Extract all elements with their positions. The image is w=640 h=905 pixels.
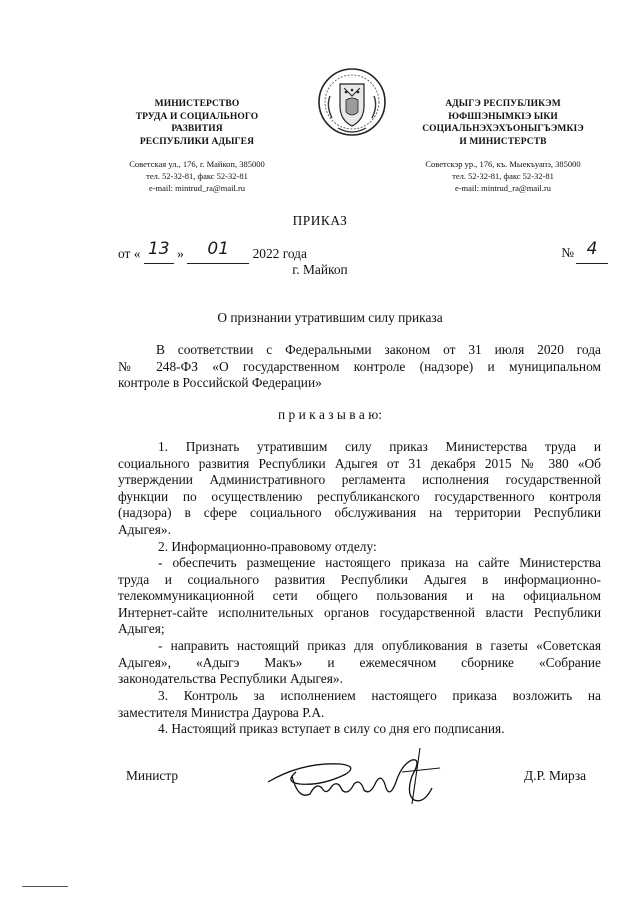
date-prefix: от « (118, 246, 141, 261)
right-address: Советскэр ур., 176, къ. Мыекъуапэ, 385000 (425, 159, 581, 169)
item-2b (118, 638, 601, 688)
city: г. Майкоп (292, 262, 348, 277)
left-org-line: РЕСПУБЛИКИ АДЫГЕЯ (139, 136, 255, 147)
left-address: Советская ул., 176, г. Майкоп, 385000 (129, 159, 265, 169)
right-header (398, 98, 608, 194)
item-2a (118, 555, 601, 638)
item-2b-line: Адыгея», «Адыгэ Макъ» и ежемесячном сборнике «Собрание (118, 654, 601, 670)
item-1-line: утверждении Административного регламента исполнения государственной (118, 472, 601, 488)
handwritten-signature (262, 742, 452, 812)
signer-name: Д.Р. Мирза (524, 768, 587, 783)
right-org-line: СОЦИАЛЬНЭХЭХЪОНЫГЪЭМКІЭ (422, 124, 584, 134)
footer-divider (22, 886, 68, 887)
order-number-prefix: № (561, 245, 574, 260)
item-2b-line: законодательства Республики Адыгея». (118, 671, 343, 687)
item-3-line: 3. Контроль за исполнением настоящего приказа возложить на (158, 688, 601, 703)
right-org-line: И МИНИСТЕРСТВ (459, 136, 547, 147)
coat-of-arms-emblem (316, 66, 388, 142)
item-2a-line: телекоммуникационной сети общего пользования и на официальном (118, 588, 601, 604)
item-3-line: заместителя Министра Даурова Р.А. (118, 704, 325, 720)
date-month: 01 (207, 239, 230, 259)
item-2: 2. Информационно-правовому отделу: (158, 539, 377, 554)
item-1-line: социального развития Республики Адыгея от 31 декабря 2015 № 380 «Об (118, 455, 601, 471)
right-phone: тел. 52-32-81, факс 52-32-81 (452, 171, 554, 181)
coat-of-arms-icon (316, 66, 388, 142)
right-email: e-mail: mintrud_ra@mail.ru (454, 183, 552, 193)
order-word: п р и к а з ы в а ю: (278, 407, 382, 422)
signature-icon (262, 742, 452, 812)
right-org-line: АДЫГЭ РЕСПУБЛИКЭМ (445, 99, 561, 109)
preamble-line: В соответствии с Федеральными законом от 31 июля 2020 года (156, 342, 601, 357)
signer-position: Министр (126, 768, 179, 783)
left-org-line: МИНИСТЕРСТВО (154, 99, 240, 109)
item-1-line: (надзора) в сфере социального обслуживания на территории Республики (118, 505, 601, 521)
item-2b-line: - направить настоящий приказ для опубликования в газеты «Советская (158, 638, 601, 653)
left-org-line: ТРУДА И СОЦИАЛЬНОГО (135, 111, 259, 122)
left-org-line: РАЗВИТИЯ (171, 124, 223, 134)
item-1 (118, 439, 601, 539)
item-1-line: функции по осуществлению республиканского государственного контроля (118, 488, 601, 504)
date-day: 13 (147, 239, 170, 259)
preamble-line: контроле в Российской Федерации» (118, 375, 322, 391)
document-title: ПРИКАЗ (292, 213, 348, 228)
date-mid: » (177, 246, 184, 261)
item-1-line: 1. Признать утратившим силу приказ Министерства труда и (158, 439, 601, 454)
item-2a-line: труда и социального развития Республики Адыгея в информационно- (118, 571, 601, 587)
item-2a-line: - обеспечить размещение настоящего приказа на сайте Министерства (158, 555, 601, 570)
preamble-line: № 248-ФЗ «О государственном контроле (надзоре) и муниципальном (118, 358, 601, 374)
order-number: 4 (586, 239, 598, 259)
item-2a-line: Адыгея; (118, 621, 165, 637)
item-1-line: Адыгея». (118, 521, 171, 537)
item-2a-line: Интернет-сайте исполнительных органов государственной власти Республики (118, 604, 601, 620)
date-year: 2022 года (252, 246, 307, 261)
left-header (118, 98, 276, 194)
preamble (118, 342, 601, 392)
right-org-line: ЮФШІЭНЫМКІЭ ЫКИ (448, 111, 558, 122)
item-4: 4. Настоящий приказ вступает в силу со дня его подписания. (158, 721, 505, 736)
item-3 (118, 688, 601, 721)
subject: О признании утратившим силу приказа (217, 310, 443, 325)
left-email: e-mail: mintrud_ra@mail.ru (148, 183, 246, 193)
left-phone: тел. 52-32-81, факс 52-32-81 (146, 171, 248, 181)
